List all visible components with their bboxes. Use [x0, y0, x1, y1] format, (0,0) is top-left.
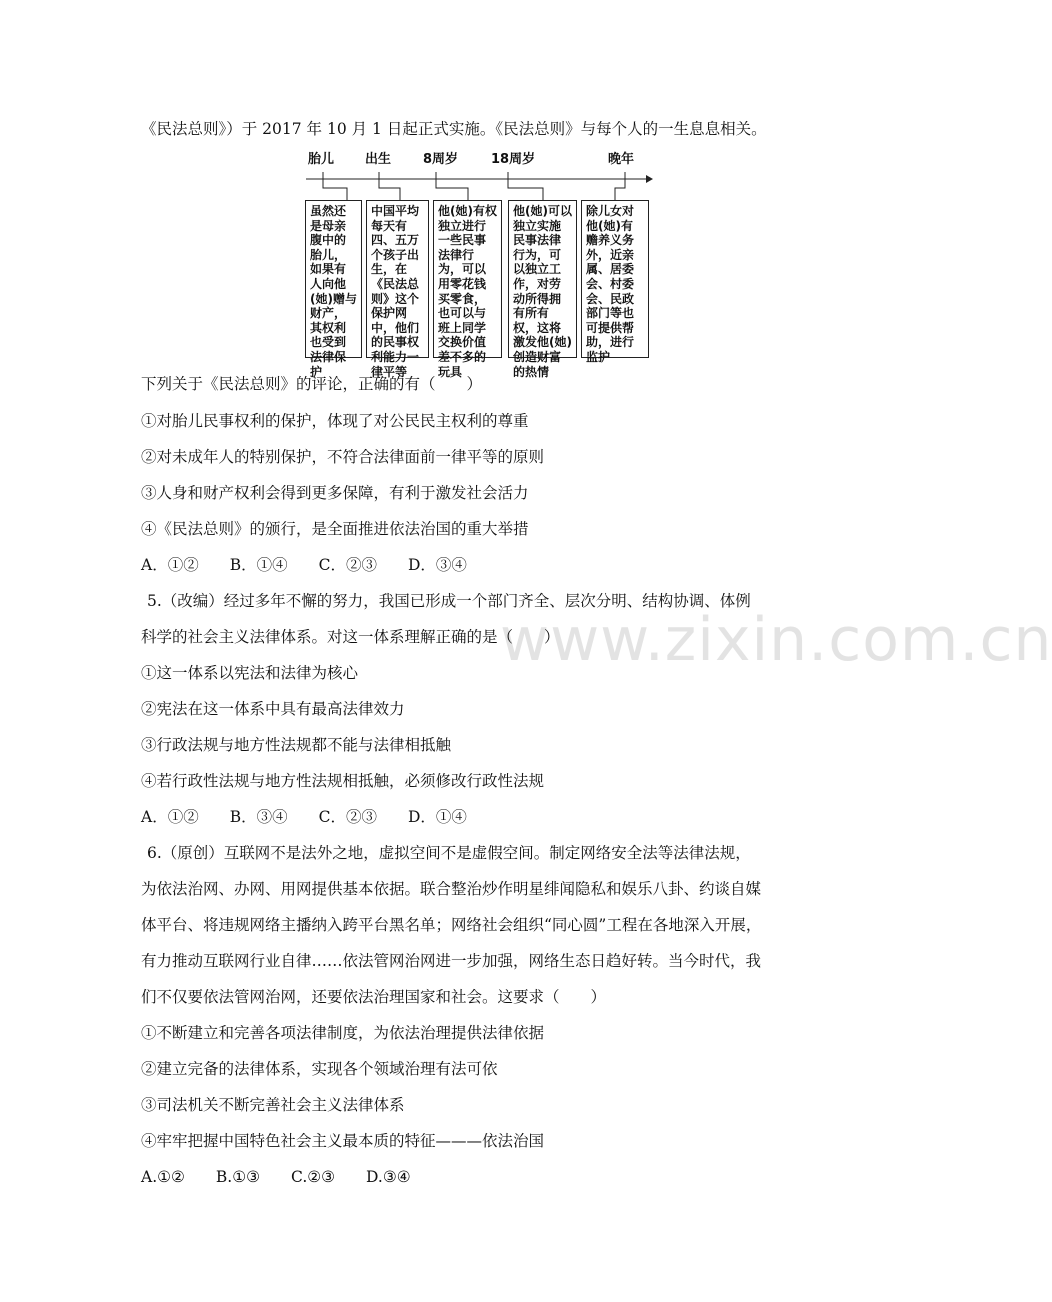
q5-option-1: ①这一体系以宪法和法律为核心 — [141, 664, 359, 682]
watermark: www.zixin.com.cn — [500, 605, 1052, 675]
q6-stem-line-5: 们不仅要依法管网治网，还要依法治理国家和社会。这要求（ ） — [141, 988, 607, 1006]
q4-option-3: ③人身和财产权利会得到更多保障，有利于激发社会活力 — [141, 484, 529, 502]
timeline-axis — [303, 148, 653, 208]
timeline-label-age18: 18周岁 — [491, 152, 536, 167]
q5-answers: A．①② B．③④ C．②③ D．①④ — [141, 808, 467, 826]
timeline-box-old-age: 除儿女对他(她)有赡养义务外，近亲属、居委会、村委会、民政部门等也可提供帮助，进行监护 — [581, 200, 649, 358]
q5-option-4: ④若行政性法规与地方性法规相抵触，必须修改行政性法规 — [141, 772, 545, 790]
timeline-label-age8: 8周岁 — [423, 152, 459, 167]
q4-stem: 下列关于《民法总则》的评论，正确的有（ ） — [141, 375, 483, 393]
timeline-label-old-age: 晚年 — [608, 152, 635, 167]
q4-answers: A．①② B．①④ C．②③ D．③④ — [141, 556, 467, 574]
timeline-box-birth: 中国平均每天有四、五万个孩子出生，在《民法总则》这个保护网中，他们的民事权利能力一律平等 — [366, 200, 429, 358]
intro-text: 《民法总则》）于 2017 年 10 月 1 日起正式实施。《民法总则》与每个人的一生息息相关。 — [141, 120, 767, 138]
timeline-label-fetus: 胎儿 — [308, 152, 335, 167]
q6-stem-line-1: 6.（原创）互联网不是法外之地，虚拟空间不是虚假空间。制定网络安全法等法律法规， — [147, 844, 751, 862]
q6-stem-line-2: 为依法治网、办网、用网提供基本依据。联合整治炒作明星绯闻隐私和娱乐八卦、约谈自媒 — [141, 880, 762, 898]
timeline-label-birth: 出生 — [365, 152, 392, 167]
q6-option-2: ②建立完备的法律体系，实现各个领域治理有法可依 — [141, 1060, 498, 1078]
q4-option-2: ②对未成年人的特别保护，不符合法律面前一律平等的原则 — [141, 448, 545, 466]
q4-option-1: ①对胎儿民事权利的保护，体现了对公民民主权利的尊重 — [141, 412, 529, 430]
q5-option-2: ②宪法在这一体系中具有最高法律效力 — [141, 700, 405, 718]
timeline-figure — [303, 148, 653, 379]
q6-option-3: ③司法机关不断完善社会主义法律体系 — [141, 1096, 405, 1114]
q5-stem-line-2: 科学的社会主义法律体系。对这一体系理解正确的是（ ） — [141, 628, 560, 646]
q5-stem-line-1: 5.（改编）经过多年不懈的努力，我国已形成一个部门齐全、层次分明、结构协调、体例 — [147, 592, 751, 610]
timeline-box-fetus: 虽然还是母亲腹中的胎儿，如果有人向他(她)赠与财产，其权利也受到法律保护 — [305, 200, 362, 358]
q6-stem-line-3: 体平台、将违规网络主播纳入跨平台黑名单；网络社会组织“同心圆”工程在各地深入开展， — [141, 916, 762, 934]
q6-option-1: ①不断建立和完善各项法律制度，为依法治理提供法律依据 — [141, 1024, 545, 1042]
q6-stem-line-4: 有力推动互联网行业自律……依法管网治网进一步加强，网络生态日趋好转。当今时代，我 — [141, 952, 762, 970]
timeline-box-age18: 他(她)可以独立实施民事法律行为，可以独立工作，对劳动所得拥有所有权，这将激发他(她)创造财富的热情 — [508, 200, 577, 358]
q6-answers: A.①② B.①③ C.②③ D.③④ — [141, 1168, 411, 1186]
q6-option-4: ④牢牢把握中国特色社会主义最本质的特征———依法治国 — [141, 1132, 545, 1150]
q5-option-3: ③行政法规与地方性法规都不能与法律相抵触 — [141, 736, 452, 754]
timeline-box-age8: 他(她)有权独立进行一些民事法律行为，可以用零花钱买零食，也可以与班上同学交换价值差不多的玩具 — [433, 200, 502, 358]
q4-option-4: ④《民法总则》的颁行，是全面推进依法治国的重大举措 — [141, 520, 529, 538]
